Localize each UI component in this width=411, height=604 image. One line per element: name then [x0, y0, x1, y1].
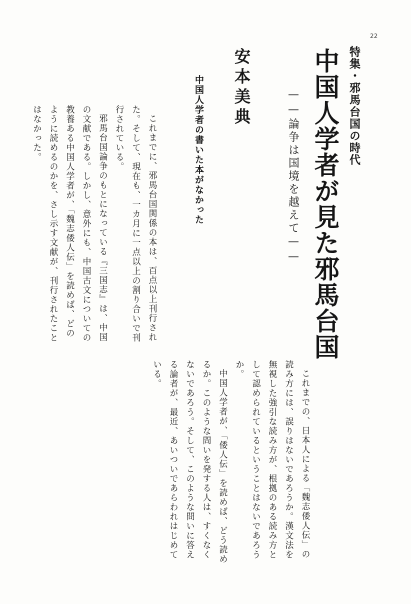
- body-paragraph: これまでに、邪馬台国関係の本は、百点以上刊行された。そして、現在も、一カ月に一点以上の割り合いで刊行されている。: [114, 105, 157, 343]
- article-subtitle: ——論争は国境を越えて——: [287, 88, 300, 265]
- article-body-lower: [113, 360, 313, 565]
- section-heading: 中国人学者の書いた本がなかった: [193, 75, 203, 225]
- article-body-upper: [0, 105, 160, 345]
- body-paragraph: これまでの、日本人による「魏志倭人伝」の読み方には、誤りはないであろうか。漢文法を無視した強引な読み方が、根拠のある読み方として認められているということはないであろうか。: [234, 360, 310, 560]
- page-number: 22: [370, 33, 378, 40]
- article-title: 中国人学者が見た邪馬台国: [311, 48, 340, 360]
- author-name: 安本美典: [232, 48, 251, 128]
- body-paragraph: 邪馬台国論争のもとになっている『三国志』は、中国の文献である。しかし、意外にも、中国古文についての教養ある中国人学者が、「魏志倭人伝」を読めば、どのように読めるのかを、さし示す文献が、刊行されたことはなかった。: [31, 105, 108, 343]
- series-label: 特集・邪馬台国の時代: [348, 46, 361, 166]
- body-paragraph: 中国人学者が、「倭人伝」を読めば、どう読めるか。このような問いを発する人は、すくなくないであろう。そして、このような問いに答える論者が、最近、あいついであらわれはじめている。: [151, 360, 228, 564]
